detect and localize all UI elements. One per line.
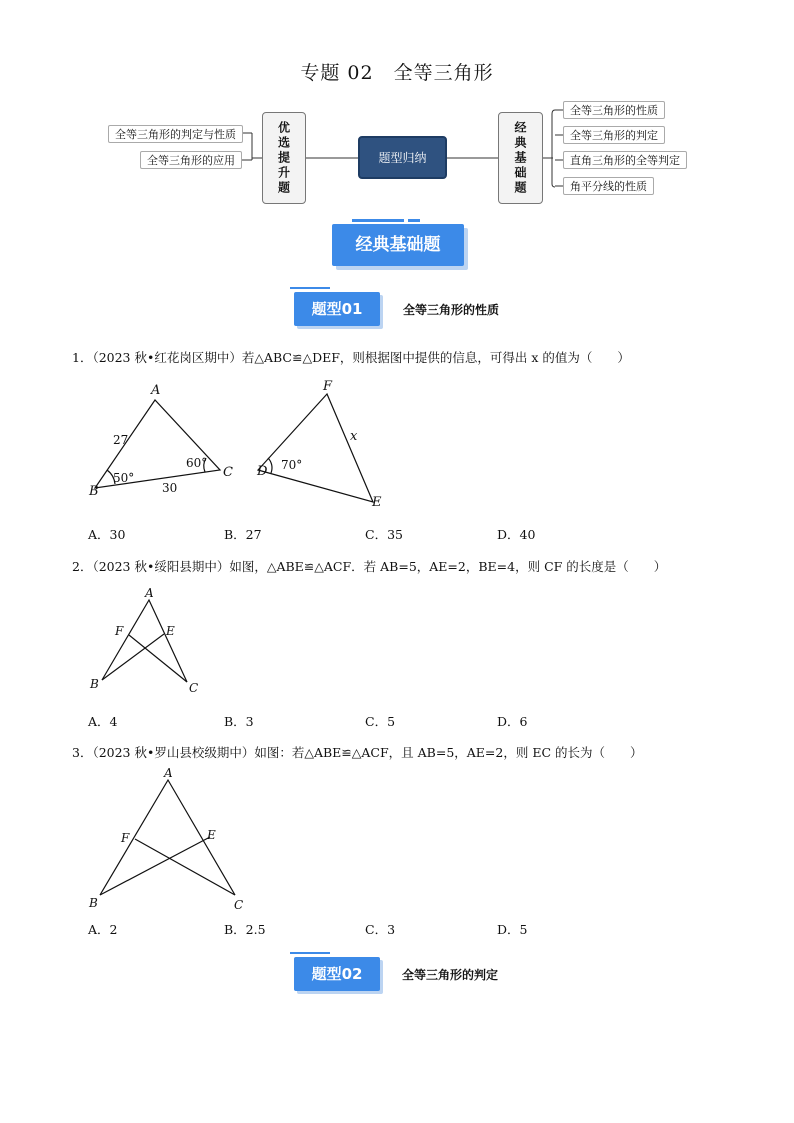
label-F: F	[323, 379, 333, 394]
label-F: F	[115, 624, 124, 638]
label-A: A	[164, 766, 173, 780]
label-ab: 27	[113, 433, 129, 447]
mindmap-item-property: 全等三角形的性质	[563, 101, 665, 119]
label-angle-c: 60°	[186, 456, 208, 470]
type-label: 全等三角形的性质	[403, 303, 500, 317]
mindmap-item-bisector: 角平分线的性质	[563, 177, 654, 195]
banner-decoration	[408, 219, 420, 222]
option-d[interactable]: D．5	[497, 922, 528, 937]
option-b[interactable]: B．3	[224, 714, 254, 729]
option-b[interactable]: B．27	[224, 527, 262, 542]
question-1-figure	[85, 378, 395, 510]
label-C: C	[223, 465, 233, 480]
mindmap-item-judgement: 全等三角形的判定	[563, 126, 665, 144]
question-stem: 2．（2023 秋•绥阳县期中）如图，△ABE≌△ACF．若 AB=5，AE=2，BE=4，则 CF 的长度是（ ）	[72, 559, 667, 574]
question-stem: 3．（2023 秋•罗山县校级期中）如图：若△ABE≌△ACF，且 AB=5，AE=2，则 EC 的长为（ ）	[72, 745, 643, 760]
badge-decoration	[290, 287, 330, 289]
option-b[interactable]: B．2.5	[224, 922, 266, 937]
option-c[interactable]: C．5	[365, 714, 396, 729]
label-B: B	[89, 484, 99, 499]
mindmap-center: 题型归纳	[358, 136, 447, 179]
label-A: A	[151, 383, 161, 398]
option-c[interactable]: C．35	[365, 527, 403, 542]
mindmap-item-application: 全等三角形的应用	[140, 151, 242, 169]
label-A: A	[145, 586, 154, 600]
question-2-figure	[85, 584, 215, 696]
question-3-figure	[85, 765, 255, 915]
option-d[interactable]: D．6	[497, 714, 528, 729]
option-d[interactable]: D．40	[497, 527, 536, 542]
type-badge: 题型02	[294, 957, 380, 991]
label-angle-b: 50°	[113, 471, 135, 485]
label-E: E	[372, 495, 382, 510]
label-angle-d: 70°	[281, 458, 303, 472]
option-a[interactable]: A．4	[88, 714, 118, 729]
mindmap-connectors	[0, 0, 794, 215]
page-title: 专题 02 全等三角形	[300, 62, 494, 84]
label-D: D	[257, 464, 268, 479]
mindmap-item-judge-property: 全等三角形的判定与性质	[108, 125, 243, 143]
label-C: C	[234, 898, 244, 912]
mindmap-node-basic: 经典基础题	[498, 112, 543, 204]
label-B: B	[90, 677, 99, 691]
label-E: E	[166, 624, 175, 638]
label-B: B	[89, 896, 98, 910]
option-c[interactable]: C．3	[365, 922, 396, 937]
banner-decoration	[352, 219, 404, 222]
option-a[interactable]: A．2	[88, 922, 118, 937]
badge-decoration	[290, 952, 330, 954]
option-a[interactable]: A．30	[88, 527, 126, 542]
mindmap-item-right-triangle: 直角三角形的全等判定	[563, 151, 687, 169]
label-bc: 30	[162, 481, 178, 495]
type-badge: 题型01	[294, 292, 380, 326]
label-E: E	[207, 828, 216, 842]
label-C: C	[189, 681, 199, 695]
label-x: x	[350, 429, 358, 444]
label-F: F	[121, 831, 130, 845]
question-stem: 1．（2023 秋•红花岗区期中）若△ABC≌△DEF，则根据图中提供的信息，可得出 x 的值为（ ）	[72, 350, 630, 365]
mindmap-node-advanced: 优选提升题	[262, 112, 306, 204]
section-banner: 经典基础题	[332, 224, 464, 266]
type-label: 全等三角形的判定	[402, 968, 499, 982]
